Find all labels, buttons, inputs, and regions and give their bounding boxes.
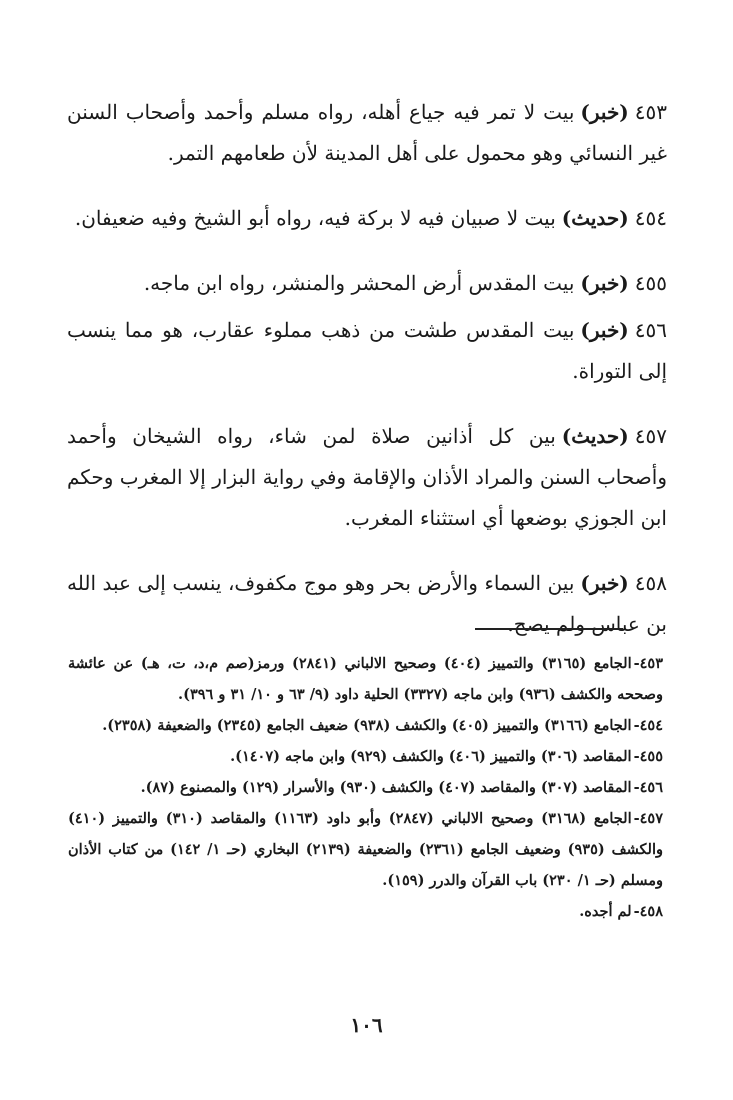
footnote-text: المقاصد (٣٠٦) والتمييز (٤٠٦) والكشف (٩٢٩) وابن ماجه (١٤٠٧). — [230, 748, 632, 765]
entry-number: ٤٥٨ — [634, 571, 667, 595]
footnote-455 — [68, 741, 663, 772]
entry-number: ٤٥٤ — [634, 206, 667, 230]
entry-type: (حديث) — [561, 206, 629, 230]
entry-455 — [67, 263, 667, 304]
page-number: ١٠٦ — [350, 1013, 383, 1037]
footnote-457 — [68, 803, 663, 896]
entry-text: بين كل أذانين صلاة لمن شاء، رواه الشيخان وأحمد وأصحاب السنن والمراد الأذان والإقامة وفي رواية البزار إلا المغرب وحكم ابن الجوزي بوضعها أي استثناء المغرب. — [67, 424, 667, 530]
footnote-text: الجامع (٣١٦٨) وصحيح الالباني (٢٨٤٧) وأبو داود (١١٦٣) والمقاصد (٣١٠) والتمييز (٤١٠) والكشف (٩٣٥) وضعيف الجامع (٢٣٦١) والضعيفة (٢١٣٩) البخاري (حـ ١/ ١٤٢) من كتاب الأذان ومسلم (حـ ١/ ٢٣٠) باب القرآن والدرر (١٥٩). — [68, 810, 663, 889]
footnote-number: ٤٥٤- — [633, 717, 663, 734]
entry-number: ٤٥٥ — [634, 271, 667, 295]
entry-type: (خبر) — [580, 271, 629, 295]
entry-454 — [67, 198, 667, 239]
entry-453 — [67, 92, 667, 174]
footnotes — [68, 648, 663, 927]
entry-text: بين السماء والأرض بحر وهو موج مكفوف، ينسب إلى عبد الله بن عباس ولم يصح. — [67, 571, 667, 636]
entry-number: ٤٥٧ — [634, 424, 667, 448]
footnote-number: ٤٥٦- — [633, 779, 663, 796]
footnote-number: ٤٥٧- — [633, 810, 664, 827]
footnote-text: الجامع (٣١٦٦) والتمييز (٤٠٥) والكشف (٩٣٨) ضعيف الجامع (٢٣٤٥) والضعيفة (٢٣٥٨). — [102, 717, 632, 734]
entry-456 — [67, 310, 667, 392]
entry-text: بيت لا صبيان فيه لا بركة فيه، رواه أبو الشيخ وفيه ضعيفان. — [74, 206, 556, 230]
entry-text: بيت المقدس طشت من ذهب مملوء عقارب، هو مما ينسب إلى التوراة. — [67, 318, 667, 383]
entry-text: بيت المقدس أرض المحشر والمنشر، رواه ابن ماجه. — [143, 271, 575, 295]
footnote-number: ٤٥٨- — [633, 903, 663, 920]
footnote-text: الجامع (٣١٦٥) والتمييز (٤٠٤) وصحيح الالباني (٢٨٤١) ورمز(صم م،د، ت، هـ) عن عائشة وصححه والكشف (٩٣٦) وابن ماجه (٣٣٢٧) الحلية داود (٩/ ٦٣ و ١٠/ ٣١ و ٣٩٦). — [68, 655, 663, 703]
footnote-454 — [68, 710, 663, 741]
entry-458 — [67, 563, 667, 645]
entry-text: بيت لا تمر فيه جياع أهله، رواه مسلم وأحمد وأصحاب السنن غير النسائي وهو محمول على أهل المدينة لأن طعامهم التمر. — [67, 100, 667, 165]
main-text — [67, 92, 667, 645]
entry-457 — [67, 416, 667, 539]
entry-number: ٤٥٦ — [634, 318, 667, 342]
footnote-number: ٤٥٥- — [633, 748, 663, 765]
footnote-456 — [68, 772, 663, 803]
footnote-text: المقاصد (٣٠٧) والمقاصد (٤٠٧) والكشف (٩٣٠) والأسرار (١٢٩) والمصنوع (٨٧). — [140, 779, 632, 796]
entry-type: (حديث) — [561, 424, 629, 448]
entry-type: (خبر) — [580, 100, 629, 124]
entry-type: (خبر) — [580, 318, 629, 342]
footnote-453 — [68, 648, 663, 710]
footnote-458 — [68, 896, 663, 927]
entry-number: ٤٥٣ — [634, 100, 667, 124]
footnote-divider — [475, 628, 623, 630]
entry-type: (خبر) — [580, 571, 629, 595]
footnote-text: لم أجده. — [579, 903, 632, 920]
footnote-number: ٤٥٣- — [633, 655, 664, 672]
